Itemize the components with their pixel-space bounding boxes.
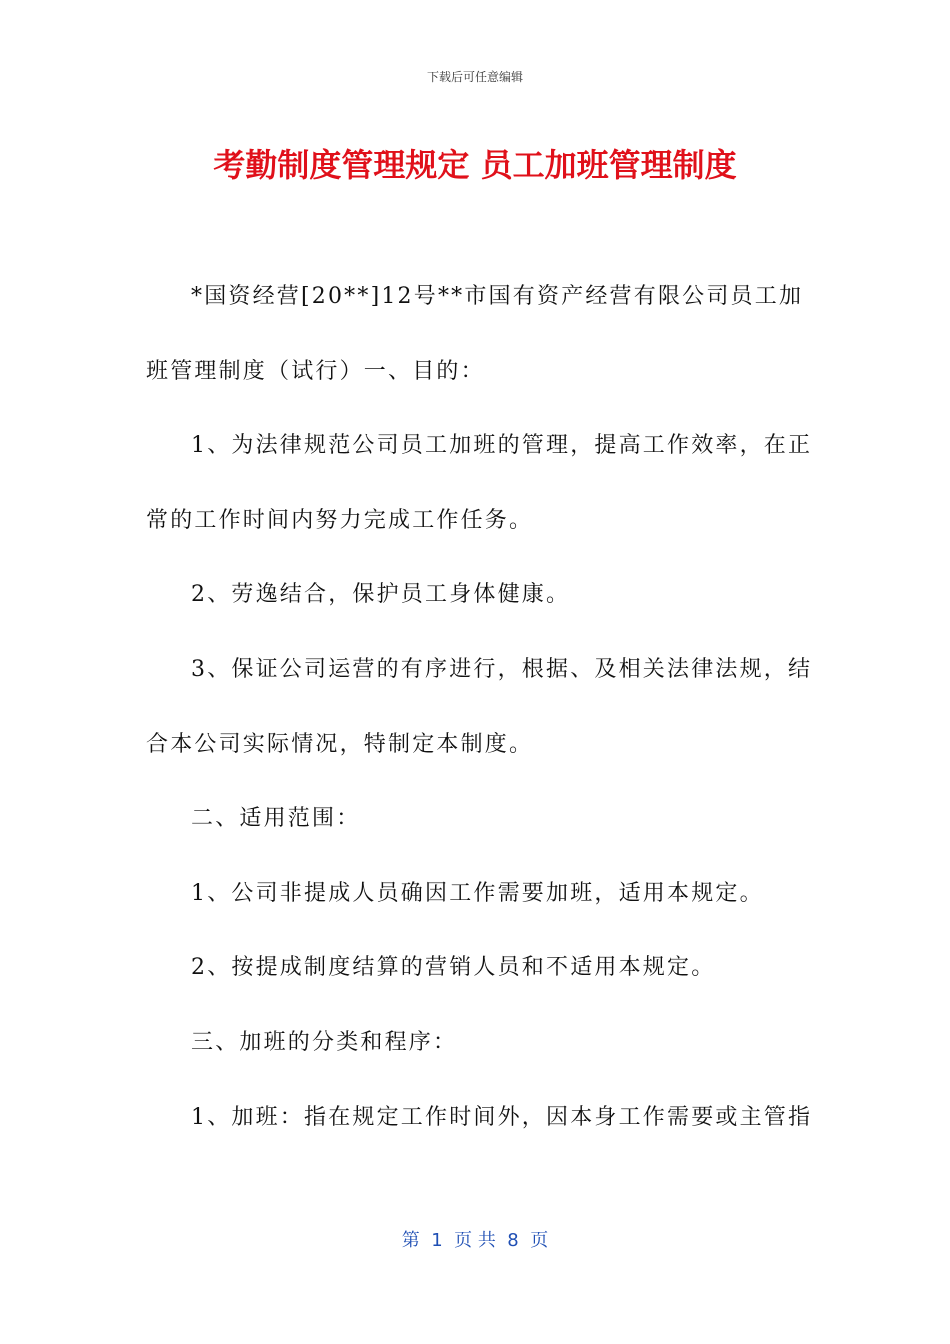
paragraph-line: 2、劳逸结合，保护员工身体健康。 [191,582,571,608]
section-heading: 三、加班的分类和程序： [191,1029,458,1055]
document-body [146,260,813,1155]
paragraph-line: 合本公司实际情况，特制定本制度。 [146,731,534,757]
page-number-footer: 第 1 页 共 8 页 [401,1230,549,1251]
paragraph-line: 1、公司非提成人员确因工作需要加班，适用本规定。 [191,880,764,906]
section-heading: 二、适用范围： [191,806,361,832]
paragraph-line: 常的工作时间内努力完成工作任务。 [146,507,534,533]
document-title: 考勤制度管理规定 员工加班管理制度 [213,146,737,184]
paragraph-line: 3、保证公司运营的有序进行，根据、及相关法律法规，结 [191,656,813,682]
paragraph-line: 班管理制度（试行）一、目的： [146,358,485,384]
paragraph-line: 1、加班：指在规定工作时间外，因本身工作需要或主管指 [191,1104,813,1130]
paragraph-line: *国资经营[20**]12号**市国有资产经营有限公司员工加 [191,284,804,309]
paragraph-line: 2、按提成制度结算的营销人员和不适用本规定。 [191,955,716,981]
paragraph-line: 1、为法律规范公司员工加班的管理，提高工作效率，在正 [191,433,813,459]
header-note: 下载后可任意编辑 [426,70,523,84]
